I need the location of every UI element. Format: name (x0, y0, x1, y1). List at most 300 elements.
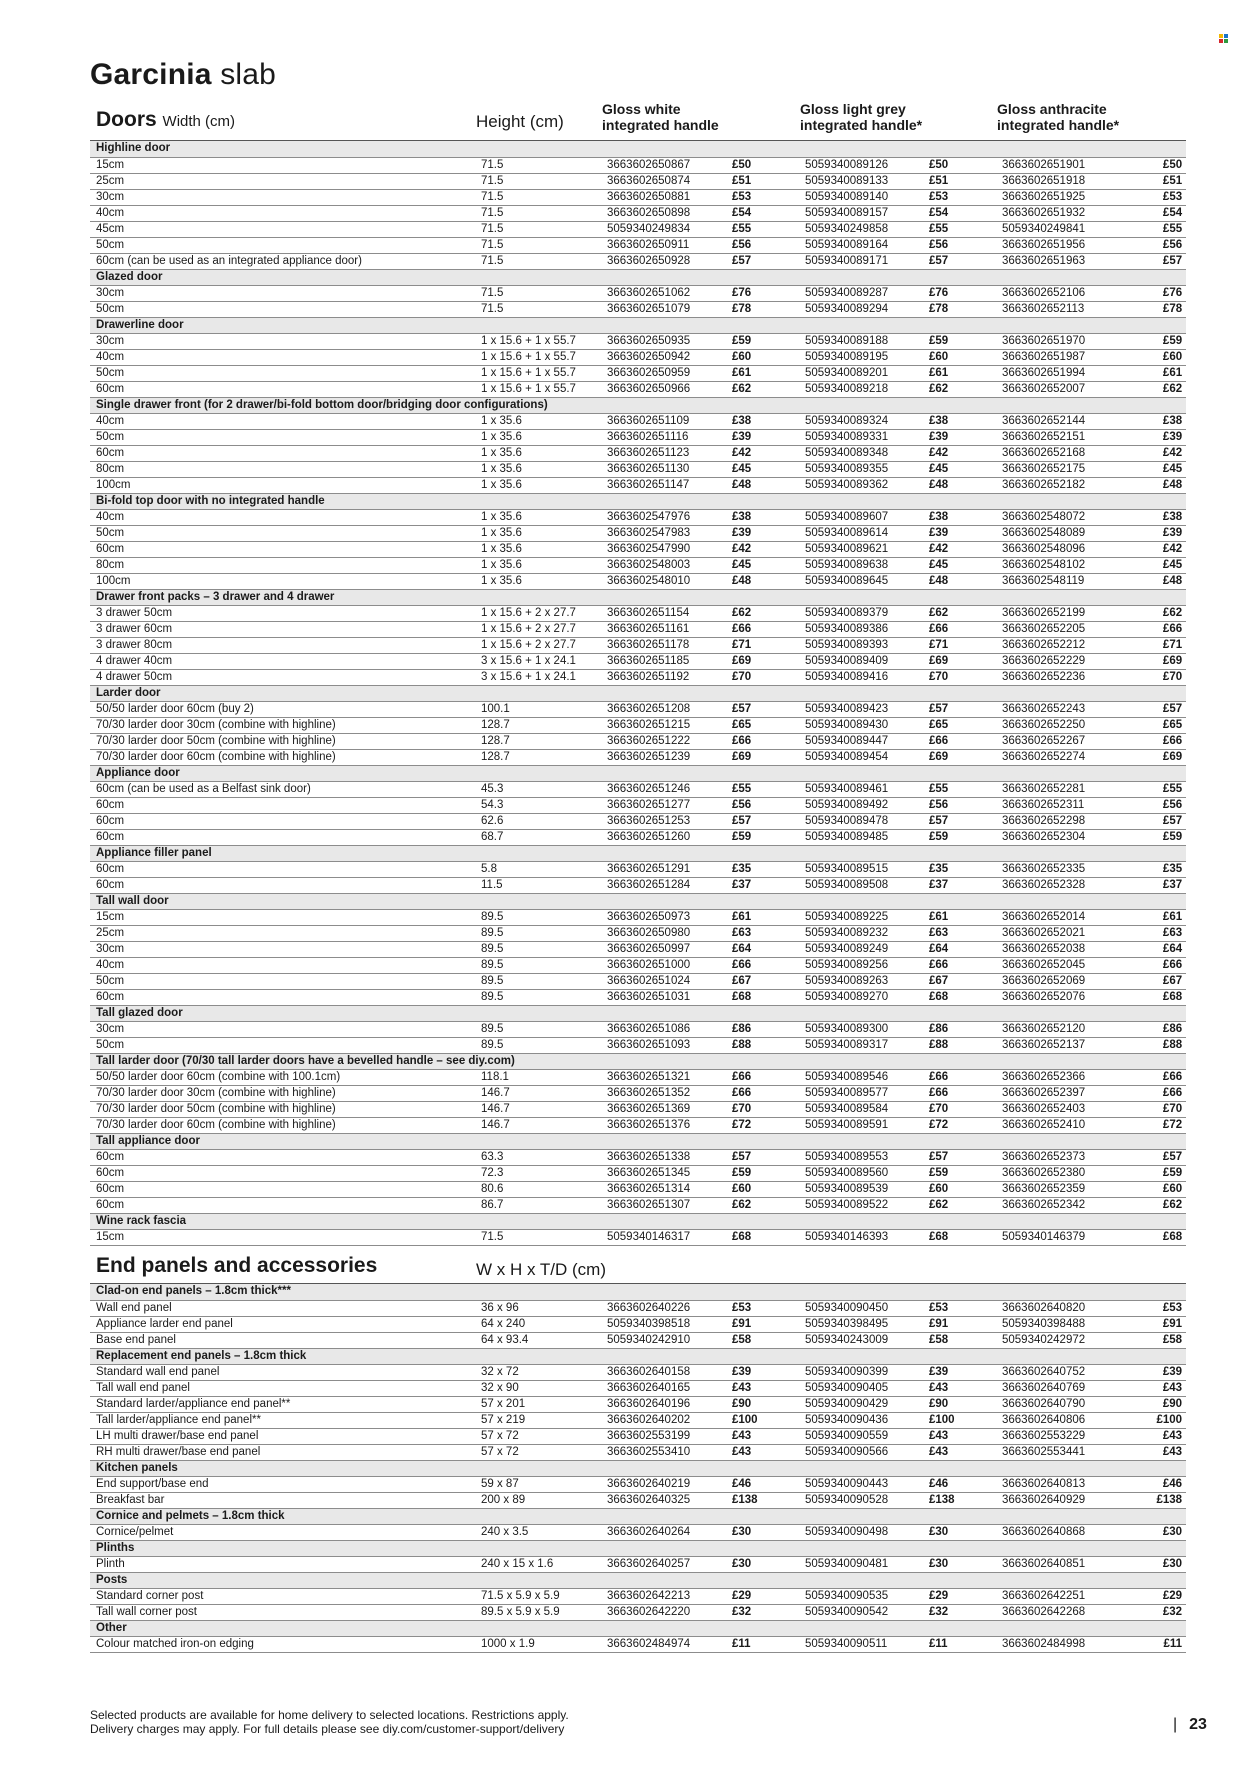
title-light: slab (220, 58, 277, 91)
item-height: 1 x 35.6 (475, 573, 601, 589)
item-width: 3 drawer 60cm (90, 621, 475, 637)
gloss-anthracite-price: £76 (1127, 285, 1186, 301)
gloss-anthracite-code: 3663602652021 (996, 925, 1127, 941)
gloss-anthracite-code: 3663602652236 (996, 669, 1127, 685)
item-height: 1 x 15.6 + 2 x 27.7 (475, 621, 601, 637)
table-row (90, 781, 1186, 797)
gloss-light-grey-code: 5059340089294 (799, 301, 929, 317)
gloss-white-code: 3663602651369 (601, 1101, 732, 1117)
gloss-light-grey-code: 5059340089188 (799, 333, 929, 349)
gloss-white-code: 3663602650980 (601, 925, 732, 941)
gloss-white-code: 3663602650881 (601, 189, 732, 205)
table-row (90, 461, 1186, 477)
gloss-white-code: 3663602547990 (601, 541, 732, 557)
section-header (90, 893, 1186, 909)
gloss-light-grey-price: £70 (929, 1101, 996, 1117)
col2-line2: integrated handle* (800, 117, 923, 133)
item-width: 25cm (90, 173, 475, 189)
gloss-light-grey-price: £56 (929, 237, 996, 253)
gloss-anthracite-price: £64 (1127, 941, 1186, 957)
gloss-anthracite-code: 3663602548102 (996, 557, 1127, 573)
item-width: 60cm (90, 989, 475, 1005)
gloss-anthracite-code: 3663602652182 (996, 477, 1127, 493)
doors-header (96, 108, 236, 131)
gloss-light-grey-price: £60 (929, 1181, 996, 1197)
item-height: 71.5 (475, 221, 601, 237)
gloss-light-grey-price: £48 (929, 477, 996, 493)
item-width: 60cm (90, 1197, 475, 1213)
section-header (90, 1460, 1186, 1476)
table-row (90, 1149, 1186, 1165)
item-width: Standard wall end panel (90, 1364, 475, 1380)
table-row (90, 205, 1186, 221)
table-row (90, 1380, 1186, 1396)
gloss-white-price: £62 (732, 381, 799, 397)
doors-header-label: Doors (96, 108, 157, 131)
gloss-anthracite-price: £51 (1127, 173, 1186, 189)
gloss-anthracite-price: £86 (1127, 1021, 1186, 1037)
gloss-anthracite-price: £39 (1127, 1364, 1186, 1380)
gloss-anthracite-price: £42 (1127, 541, 1186, 557)
item-height: 5.8 (475, 861, 601, 877)
gloss-anthracite-code: 3663602640868 (996, 1524, 1127, 1540)
table-row (90, 957, 1186, 973)
gloss-white-code: 3663602651178 (601, 637, 732, 653)
table-row (90, 221, 1186, 237)
table-row (90, 653, 1186, 669)
gloss-white-price: £57 (732, 1149, 799, 1165)
item-width: 70/30 larder door 60cm (combine with highline) (90, 749, 475, 765)
gloss-white-code: 3663602650898 (601, 205, 732, 221)
gloss-light-grey-price: £57 (929, 1149, 996, 1165)
gloss-anthracite-code: 3663602548119 (996, 573, 1127, 589)
end-panels-dims-header: W x H x T/D (cm) (476, 1260, 606, 1279)
gloss-light-grey-code: 5059340089591 (799, 1117, 929, 1133)
gloss-anthracite-code: 3663602652373 (996, 1149, 1127, 1165)
gloss-anthracite-code: 3663602548096 (996, 541, 1127, 557)
item-height: 146.7 (475, 1085, 601, 1101)
gloss-anthracite-code: 5059340249841 (996, 221, 1127, 237)
gloss-anthracite-code: 3663602652397 (996, 1085, 1127, 1101)
gloss-anthracite-price: £11 (1127, 1636, 1186, 1652)
table-row (90, 365, 1186, 381)
table-row (90, 605, 1186, 621)
gloss-light-grey-code: 5059340089331 (799, 429, 929, 445)
table-row (90, 1117, 1186, 1133)
item-height: 3 x 15.6 + 1 x 24.1 (475, 669, 601, 685)
gloss-light-grey-price: £90 (929, 1396, 996, 1412)
gloss-light-grey-price: £58 (929, 1332, 996, 1348)
item-height: 89.5 (475, 925, 601, 941)
gloss-anthracite-code: 3663602642251 (996, 1588, 1127, 1604)
item-height: 71.5 (475, 157, 601, 173)
gloss-light-grey-code: 5059340089515 (799, 861, 929, 877)
gloss-white-code: 3663602650928 (601, 253, 732, 269)
gloss-anthracite-price: £78 (1127, 301, 1186, 317)
gloss-light-grey-code: 5059340090511 (799, 1636, 929, 1652)
gloss-white-code: 3663602640219 (601, 1476, 732, 1492)
gloss-light-grey-price: £66 (929, 733, 996, 749)
item-height: 100.1 (475, 701, 601, 717)
item-width: 70/30 larder door 30cm (combine with highline) (90, 717, 475, 733)
gloss-anthracite-price: £57 (1127, 253, 1186, 269)
item-width: 50cm (90, 365, 475, 381)
item-width: RH multi drawer/base end panel (90, 1444, 475, 1460)
gloss-anthracite-price: £61 (1127, 909, 1186, 925)
table-row (90, 973, 1186, 989)
table-row (90, 1396, 1186, 1412)
gloss-white-code: 3663602640226 (601, 1300, 732, 1316)
gloss-anthracite-code: 3663602651918 (996, 173, 1127, 189)
gloss-light-grey-price: £67 (929, 973, 996, 989)
gloss-anthracite-code: 3663602652267 (996, 733, 1127, 749)
table-row (90, 189, 1186, 205)
gloss-white-price: £45 (732, 557, 799, 573)
section-header (90, 1053, 1186, 1069)
gloss-white-code: 3663602553199 (601, 1428, 732, 1444)
table-row (90, 1364, 1186, 1380)
item-width: LH multi drawer/base end panel (90, 1428, 475, 1444)
item-width: 50cm (90, 237, 475, 253)
gloss-white-code: 3663602640325 (601, 1492, 732, 1508)
gloss-anthracite-code: 3663602652243 (996, 701, 1127, 717)
gloss-white-code: 3663602651321 (601, 1069, 732, 1085)
table-row (90, 1300, 1186, 1316)
gloss-light-grey-price: £78 (929, 301, 996, 317)
section-title: Appliance filler panel (90, 845, 1186, 861)
item-height: 68.7 (475, 829, 601, 845)
gloss-light-grey-code: 5059340090481 (799, 1556, 929, 1572)
table-row (90, 637, 1186, 653)
table-row (90, 381, 1186, 397)
gloss-light-grey-header (800, 101, 922, 133)
item-width: Base end panel (90, 1332, 475, 1348)
gloss-white-price: £39 (732, 525, 799, 541)
table-row (90, 717, 1186, 733)
gloss-white-price: £43 (732, 1380, 799, 1396)
section-title: Highline door (90, 141, 1186, 157)
table-row (90, 941, 1186, 957)
gloss-anthracite-price: £43 (1127, 1428, 1186, 1444)
section-header (90, 845, 1186, 861)
table-row (90, 1556, 1186, 1572)
table-row (90, 733, 1186, 749)
gloss-light-grey-price: £68 (929, 1229, 996, 1245)
gloss-white-price: £60 (732, 1181, 799, 1197)
gloss-white-code: 3663602651376 (601, 1117, 732, 1133)
gloss-light-grey-code: 5059340090429 (799, 1396, 929, 1412)
gloss-white-code: 3663602651222 (601, 733, 732, 749)
gloss-white-code: 3663602650959 (601, 365, 732, 381)
gloss-light-grey-price: £54 (929, 205, 996, 221)
gloss-white-code: 3663602650997 (601, 941, 732, 957)
gloss-anthracite-price: £70 (1127, 669, 1186, 685)
item-width: 60cm (can be used as a Belfast sink door) (90, 781, 475, 797)
gloss-white-code: 3663602651147 (601, 477, 732, 493)
table-row (90, 1524, 1186, 1540)
gloss-anthracite-price: £67 (1127, 973, 1186, 989)
gloss-light-grey-price: £62 (929, 381, 996, 397)
gloss-light-grey-code: 5059340089232 (799, 925, 929, 941)
gloss-white-price: £64 (732, 941, 799, 957)
gloss-white-price: £48 (732, 477, 799, 493)
item-height: 71.5 x 5.9 x 5.9 (475, 1588, 601, 1604)
gloss-anthracite-code: 5059340146379 (996, 1229, 1127, 1245)
gloss-white-code: 5059340249834 (601, 221, 732, 237)
gloss-white-price: £91 (732, 1316, 799, 1332)
section-title: Drawerline door (90, 317, 1186, 333)
gloss-white-price: £53 (732, 1300, 799, 1316)
gloss-anthracite-price: £71 (1127, 637, 1186, 653)
gloss-white-price: £39 (732, 1364, 799, 1380)
table-row (90, 1588, 1186, 1604)
item-height: 240 x 3.5 (475, 1524, 601, 1540)
gloss-anthracite-code: 3663602652205 (996, 621, 1127, 637)
gloss-white-code: 3663602651246 (601, 781, 732, 797)
gloss-white-price: £11 (732, 1636, 799, 1652)
gloss-white-code: 3663602640202 (601, 1412, 732, 1428)
gloss-white-price: £56 (732, 237, 799, 253)
gloss-white-price: £57 (732, 253, 799, 269)
gloss-light-grey-price: £57 (929, 253, 996, 269)
gloss-light-grey-code: 5059340090450 (799, 1300, 929, 1316)
section-title: Posts (90, 1572, 1186, 1588)
gloss-anthracite-code: 3663602484998 (996, 1636, 1127, 1652)
gloss-anthracite-price: £59 (1127, 829, 1186, 845)
item-width: Plinth (90, 1556, 475, 1572)
item-height: 71.5 (475, 205, 601, 221)
gloss-white-price: £38 (732, 413, 799, 429)
gloss-light-grey-code: 5059340090405 (799, 1380, 929, 1396)
item-height: 146.7 (475, 1101, 601, 1117)
gloss-anthracite-code: 3663602652038 (996, 941, 1127, 957)
item-height: 72.3 (475, 1165, 601, 1181)
item-width: 40cm (90, 413, 475, 429)
gloss-white-price: £60 (732, 349, 799, 365)
gloss-anthracite-code: 3663602548089 (996, 525, 1127, 541)
item-height: 1 x 35.6 (475, 413, 601, 429)
gloss-anthracite-header (997, 101, 1119, 133)
gloss-light-grey-code: 5059340089362 (799, 477, 929, 493)
gloss-anthracite-code: 3663602640806 (996, 1412, 1127, 1428)
section-title: Bi-fold top door with no integrated handle (90, 493, 1186, 509)
gloss-anthracite-code: 3663602652120 (996, 1021, 1127, 1037)
gloss-white-code: 3663602651352 (601, 1085, 732, 1101)
gloss-white-code: 3663602651116 (601, 429, 732, 445)
item-width: Standard larder/appliance end panel** (90, 1396, 475, 1412)
gloss-light-grey-price: £57 (929, 701, 996, 717)
gloss-anthracite-code: 3663602652137 (996, 1037, 1127, 1053)
gloss-white-code: 3663602640264 (601, 1524, 732, 1540)
gloss-light-grey-code: 5059340146393 (799, 1229, 929, 1245)
gloss-white-code: 3663602547983 (601, 525, 732, 541)
item-height: 57 x 72 (475, 1428, 601, 1444)
gloss-white-code: 3663602651086 (601, 1021, 732, 1037)
section-title: Larder door (90, 685, 1186, 701)
gloss-anthracite-price: £30 (1127, 1524, 1186, 1540)
item-width: Colour matched iron-on edging (90, 1636, 475, 1652)
gloss-white-price: £62 (732, 605, 799, 621)
item-width: 40cm (90, 205, 475, 221)
gloss-white-price: £30 (732, 1524, 799, 1540)
gloss-white-code: 3663602640257 (601, 1556, 732, 1572)
gloss-white-price: £76 (732, 285, 799, 301)
gloss-light-grey-code: 5059340089645 (799, 573, 929, 589)
gloss-white-price: £66 (732, 957, 799, 973)
gloss-light-grey-price: £45 (929, 461, 996, 477)
item-height: 3 x 15.6 + 1 x 24.1 (475, 653, 601, 669)
item-width: 80cm (90, 461, 475, 477)
item-width: 50cm (90, 973, 475, 989)
gloss-light-grey-price: £43 (929, 1380, 996, 1396)
item-width: 50cm (90, 301, 475, 317)
gloss-anthracite-code: 3663602651932 (996, 205, 1127, 221)
gloss-light-grey-price: £11 (929, 1636, 996, 1652)
gloss-white-price: £55 (732, 221, 799, 237)
gloss-anthracite-code: 3663602652144 (996, 413, 1127, 429)
item-width: 60cm (90, 877, 475, 893)
gloss-light-grey-price: £50 (929, 157, 996, 173)
gloss-white-price: £61 (732, 365, 799, 381)
gloss-anthracite-code: 3663602652076 (996, 989, 1127, 1005)
table-row (90, 509, 1186, 525)
gloss-white-price: £69 (732, 749, 799, 765)
table-row (90, 621, 1186, 637)
gloss-light-grey-price: £30 (929, 1524, 996, 1540)
gloss-light-grey-code: 5059340090559 (799, 1428, 929, 1444)
item-height: 1 x 35.6 (475, 541, 601, 557)
gloss-anthracite-code: 3663602640813 (996, 1476, 1127, 1492)
item-width: 60cm (90, 1181, 475, 1197)
gloss-anthracite-price: £100 (1127, 1412, 1186, 1428)
gloss-anthracite-price: £72 (1127, 1117, 1186, 1133)
item-height: 89.5 (475, 1021, 601, 1037)
item-height: 71.5 (475, 253, 601, 269)
gloss-light-grey-code: 5059340090399 (799, 1364, 929, 1380)
item-width: 40cm (90, 349, 475, 365)
gloss-white-price: £35 (732, 861, 799, 877)
gloss-anthracite-price: £62 (1127, 1197, 1186, 1213)
item-height: 64 x 240 (475, 1316, 601, 1332)
item-width: 50cm (90, 429, 475, 445)
gloss-light-grey-code: 5059340089560 (799, 1165, 929, 1181)
item-width: 60cm (90, 813, 475, 829)
gloss-white-price: £50 (732, 157, 799, 173)
gloss-anthracite-price: £48 (1127, 477, 1186, 493)
gloss-anthracite-price: £43 (1127, 1380, 1186, 1396)
page-number-value: 23 (1189, 1716, 1207, 1733)
gloss-light-grey-code: 5059340089584 (799, 1101, 929, 1117)
gloss-anthracite-price: £32 (1127, 1604, 1186, 1620)
section-header (90, 1348, 1186, 1364)
gloss-light-grey-code: 5059340089423 (799, 701, 929, 717)
gloss-white-price: £58 (732, 1332, 799, 1348)
gloss-light-grey-code: 5059340089379 (799, 605, 929, 621)
gloss-anthracite-price: £69 (1127, 749, 1186, 765)
table-row (90, 173, 1186, 189)
gloss-light-grey-code: 5059340090542 (799, 1604, 929, 1620)
gloss-anthracite-code: 3663602652168 (996, 445, 1127, 461)
gloss-white-price: £90 (732, 1396, 799, 1412)
table-row (90, 1428, 1186, 1444)
item-width: 50/50 larder door 60cm (combine with 100.1cm) (90, 1069, 475, 1085)
table-row (90, 285, 1186, 301)
item-width: 40cm (90, 957, 475, 973)
gloss-white-price: £59 (732, 829, 799, 845)
gloss-anthracite-price: £68 (1127, 1229, 1186, 1245)
gloss-anthracite-price: £55 (1127, 221, 1186, 237)
item-height: 32 x 72 (475, 1364, 601, 1380)
gloss-anthracite-price: £138 (1127, 1492, 1186, 1508)
gloss-anthracite-price: £53 (1127, 189, 1186, 205)
gloss-light-grey-code: 5059340089393 (799, 637, 929, 653)
table-row (90, 1021, 1186, 1037)
gloss-light-grey-price: £68 (929, 989, 996, 1005)
footer-line1: Selected products are available for home delivery to selected locations. Restrictions apply. (90, 1708, 569, 1722)
table-row (90, 253, 1186, 269)
gloss-anthracite-code: 3663602652014 (996, 909, 1127, 925)
gloss-light-grey-code: 5059340089614 (799, 525, 929, 541)
gloss-light-grey-price: £55 (929, 221, 996, 237)
gloss-light-grey-code: 5059340089478 (799, 813, 929, 829)
item-width: 60cm (90, 1165, 475, 1181)
gloss-light-grey-code: 5059340089522 (799, 1197, 929, 1213)
gloss-white-code: 3663602651130 (601, 461, 732, 477)
gloss-light-grey-code: 5059340089140 (799, 189, 929, 205)
gloss-white-price: £61 (732, 909, 799, 925)
gloss-anthracite-code: 3663602652274 (996, 749, 1127, 765)
table-row (90, 1636, 1186, 1652)
table-row (90, 557, 1186, 573)
gloss-light-grey-code: 5059340089287 (799, 285, 929, 301)
item-height: 89.5 (475, 909, 601, 925)
gloss-white-code: 3663602651284 (601, 877, 732, 893)
gloss-white-price: £100 (732, 1412, 799, 1428)
section-title: Kitchen panels (90, 1460, 1186, 1476)
gloss-anthracite-price: £69 (1127, 653, 1186, 669)
section-header (90, 685, 1186, 701)
gloss-light-grey-price: £53 (929, 189, 996, 205)
gloss-light-grey-price: £66 (929, 1069, 996, 1085)
gloss-white-code: 5059340242910 (601, 1332, 732, 1348)
item-width: Breakfast bar (90, 1492, 475, 1508)
item-height: 71.5 (475, 1229, 601, 1245)
gloss-light-grey-code: 5059340090498 (799, 1524, 929, 1540)
gloss-white-price: £56 (732, 797, 799, 813)
item-width: 60cm (90, 541, 475, 557)
gloss-light-grey-code: 5059340089355 (799, 461, 929, 477)
gloss-anthracite-code: 3663602640769 (996, 1380, 1127, 1396)
table-row (90, 1101, 1186, 1117)
gloss-white-code: 3663602650874 (601, 173, 732, 189)
section-header (90, 765, 1186, 781)
item-height: 71.5 (475, 189, 601, 205)
gloss-white-price: £51 (732, 173, 799, 189)
table-row (90, 813, 1186, 829)
item-height: 80.6 (475, 1181, 601, 1197)
item-height: 89.5 (475, 989, 601, 1005)
section-title: Cornice and pelmets – 1.8cm thick (90, 1508, 1186, 1524)
table-row (90, 1476, 1186, 1492)
section-title: Tall wall door (90, 893, 1186, 909)
gloss-anthracite-code: 3663602553441 (996, 1444, 1127, 1460)
gloss-white-code: 3663602651109 (601, 413, 732, 429)
gloss-white-price: £65 (732, 717, 799, 733)
gloss-anthracite-code: 3663602652229 (996, 653, 1127, 669)
item-height: 1 x 35.6 (475, 429, 601, 445)
gloss-anthracite-code: 3663602640929 (996, 1492, 1127, 1508)
gloss-white-code: 3663602640158 (601, 1364, 732, 1380)
